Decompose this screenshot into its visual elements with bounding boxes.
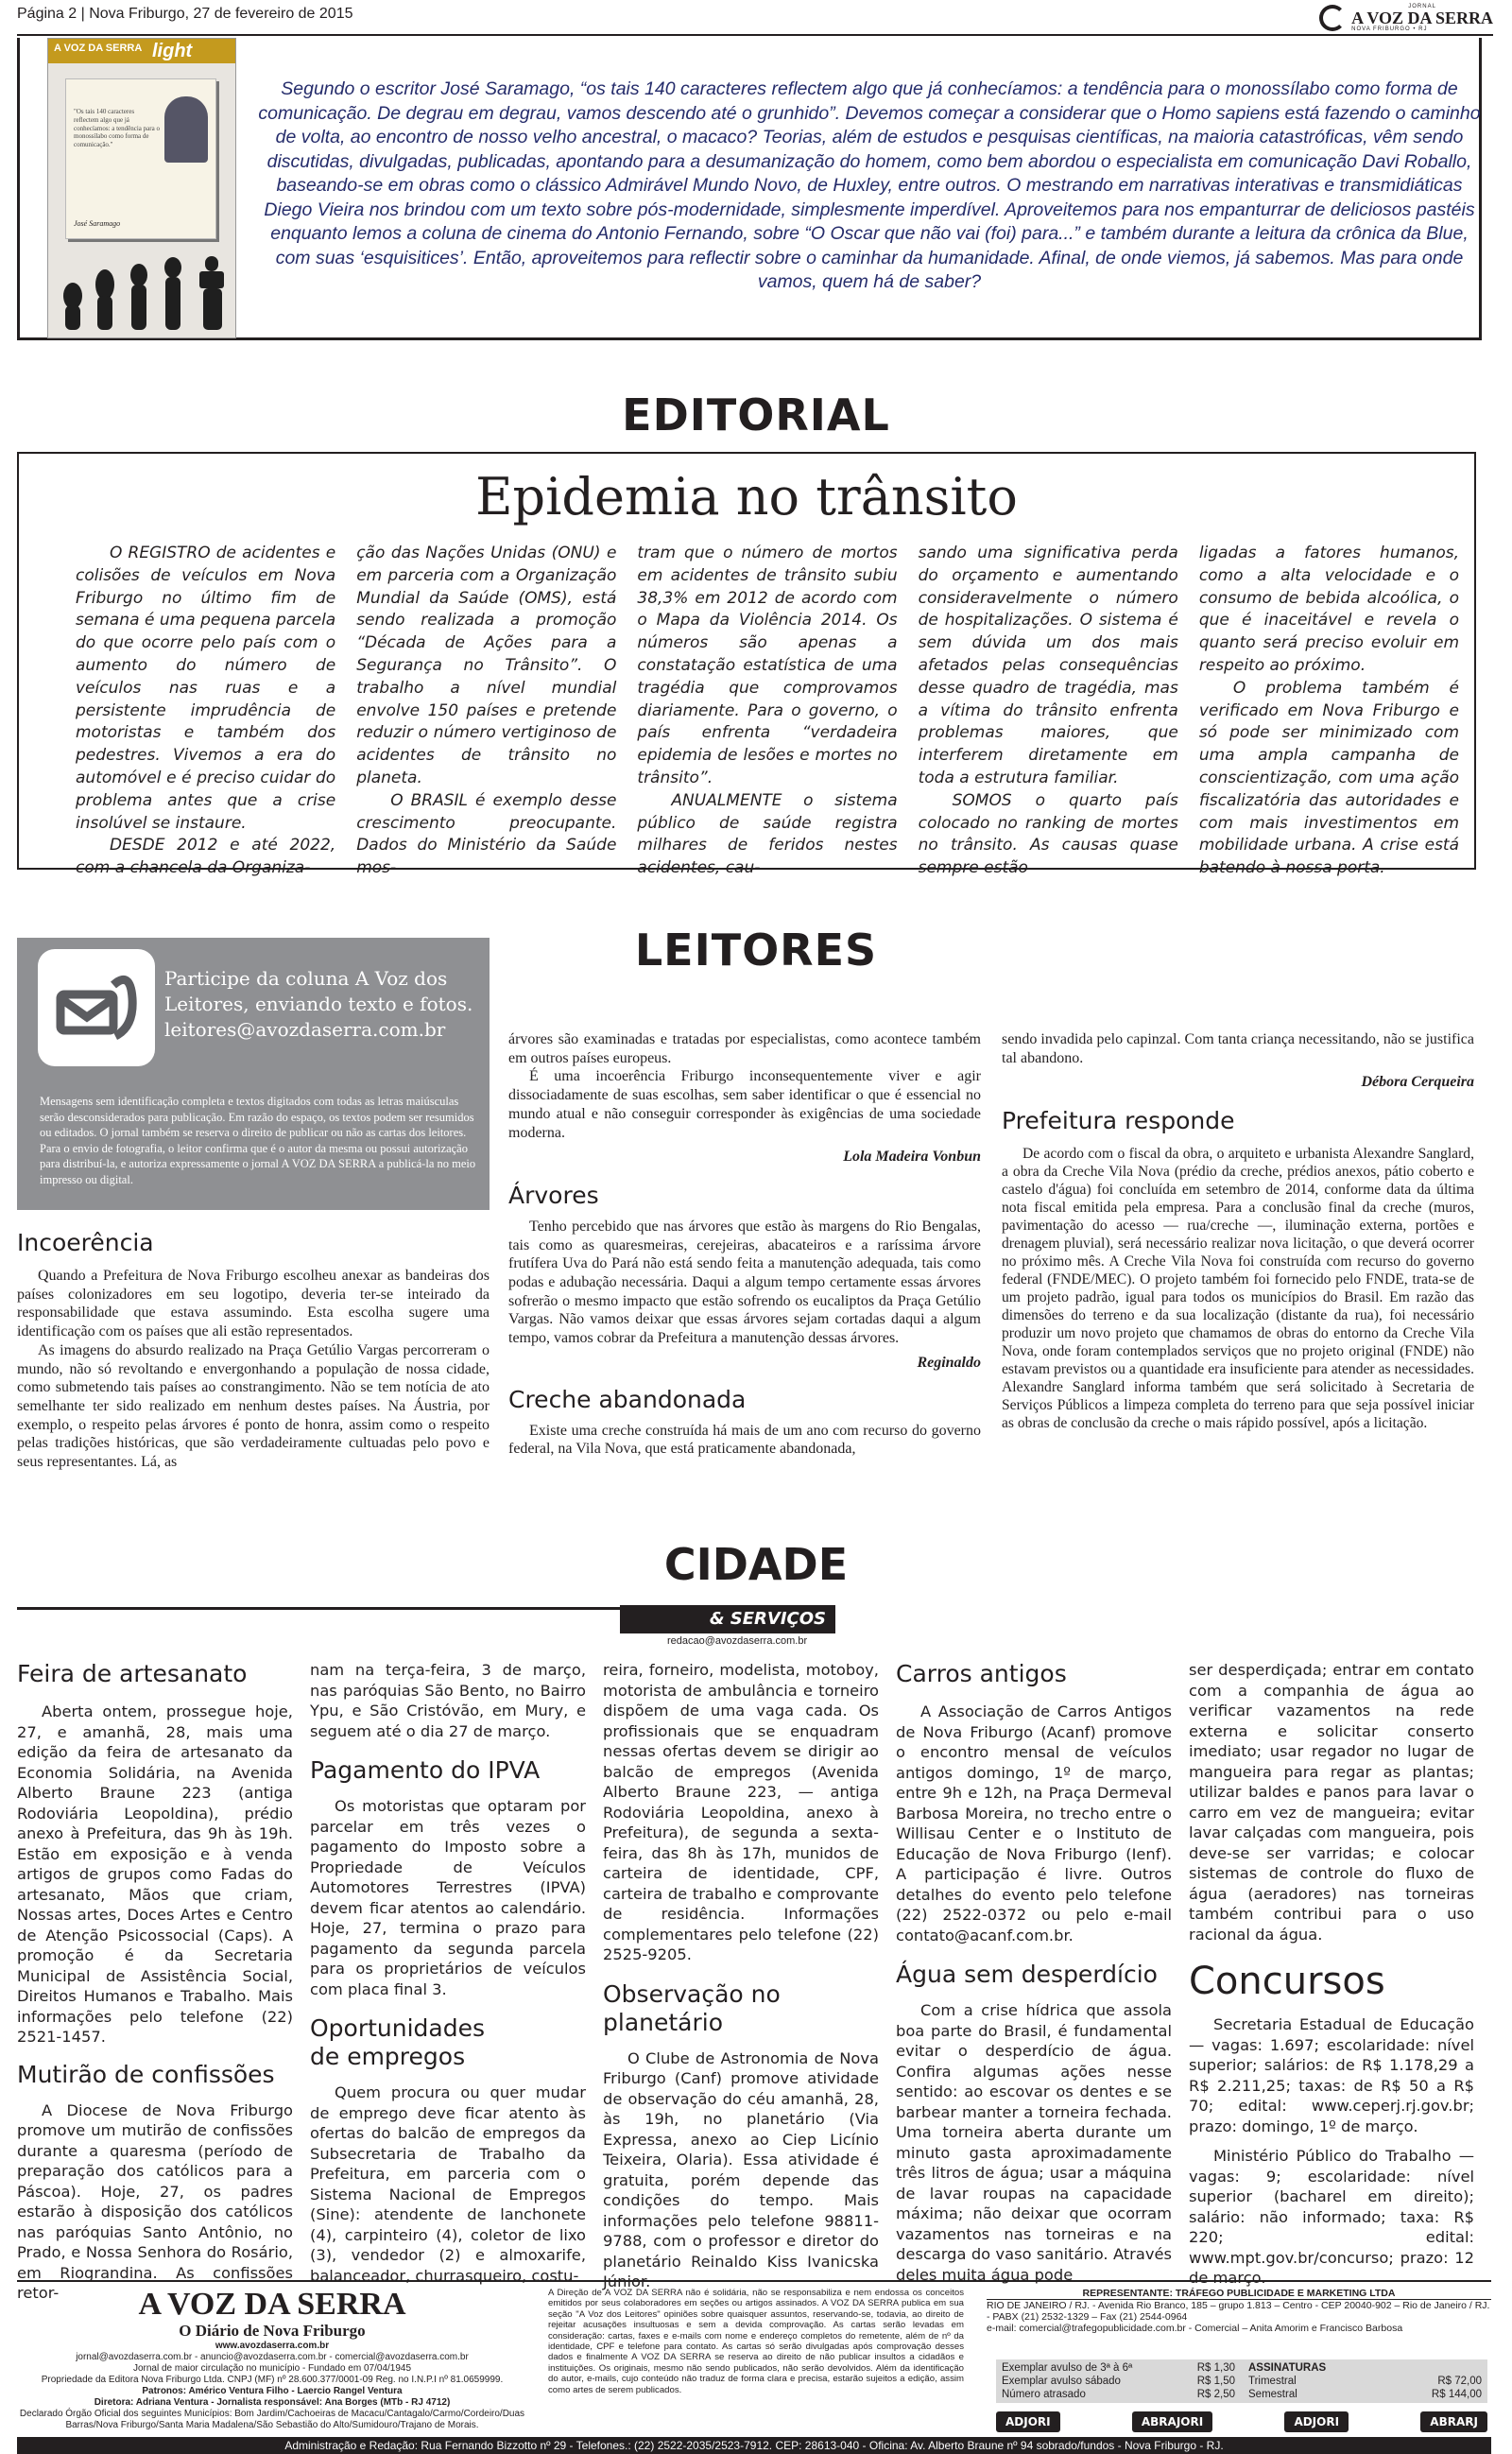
legal-disclaimer: A Direção de A VOZ DA SERRA não é solidária, não se responsabiliza e nem endossa os conceitos emitidos por seus colaboradores em seções ou artigos assinados. A VOZ DA SERRA publica em sua seção "A Voz dos Leitores" opiniões sobre quaisquer assuntos, reservando-se, todavia, ao direito de rejeitar acusações insultuosas e sem a devida comprovação. As cartas serão levadas em consideração: cartas, faxes e e-mails com nome e endereço completos do remetente, além de nº da identidade, CPF e telefone para contato. As cartas só serão divulgadas após comprovação desses dados e finalmente A VOZ DA SERRA se reserva ao direito de não publicar insultos a cidadãos e instituições. Os originais, mesmo não sendo publicados, não serão devolvidos. Além da identificação do autor, e-mails, cujo conteúdo não traduz de forma clara e precisa, estarão sujeitos a edição, assim como artes de serem publicados.	[548, 2288, 964, 2395]
light-cover-image	[47, 38, 236, 338]
leitores-col-3	[1002, 1030, 1474, 1432]
article-body	[508, 1218, 981, 1373]
intro-text: Segundo o escritor José Saramago, “os tais 140 caracteres reflectem algo que já conhecíamos: a tendência para o monossílabo como forma de comunicação. De degrau em degrau, vamos descendo até o grunhido”. Devemos começar a considerar que o Homo sapiens está fazendo o caminho de volta, ao encontro de nosso velho ancestral, o macaco? Teorias, além de estudos e pesquisas científicas, na maioria catastróficas, vêm sendo discutidas, divulgadas, publicadas, apontando para a desumanização do homem, como bem abordou o especialista em comunicação Davi Roballo, baseando-se em obras como o clássico Admirável Mundo Novo, de Huxley, entre outros. O mestrando em narrativas interativas e transmidiáticas Diego Vieira nos brindou com um texto sobre pós-modernidade, simplesmente imperdível. Aproveitemos para nos empanturrar de deliciosos pastéis enquanto lemos a coluna de cinema do Antonio Fernando, sobre “O Oscar que não vai (foi) para...” e também durante a leitura da crônica da Blue, com suas ‘esquisitices’. Então, aproveitemos para reflectir sobre o caminhar da humanidade. Afinal, de onde viemos, já sabemos. Mas para onde vamos, quem há de saber?	[258, 78, 1481, 292]
price-value: R$ 1,50	[1196, 2376, 1235, 2387]
article-body	[310, 2082, 586, 2286]
article-body	[603, 2048, 879, 2292]
rep-address: RIO DE JANEIRO / RJ. - Avenida Rio Branco, 185 – grupo 1.813 – Centro - CEP 20040-902 – Rio de Janeiro / RJ. - PABX (21) 2532-1329 – Fax (21) 2544-0964	[987, 2300, 1490, 2323]
subheading: Mutirão de confissões	[17, 2060, 275, 2088]
rep-title: REPRESENTANTE: TRÁFEGO PUBLICIDADE E MARKETING LTDA	[987, 2288, 1491, 2300]
paragraph: De acordo com o fiscal da obra, o arquiteto e urbanista Alexandre Sanglard, a obra da Creche Vila Nova (prédio da creche, prédios anexos, pátio coberto e castelo d'água) foi concluída em setembro de 2014, conforme data da última nota fiscal emitida pela empresa. Para a conclusão final da creche (muros, pavimentação do acesso — rua/creche —, iluminação externa, portões e drenagem pluvial), será necessário realizar nova licitação, o que deverá ocorrer no próximo mês. A Creche Vila Nova foi construída com recurso do governo federal (FNDE/MEC). O projeto também foi fornecido pelo FNDE, trata-se de um projeto padrão, igual para todos os municípios do Brasil. Em razão das dimensões do terreno e da sua localização (distante da rua), foi necessário produzir um novo projeto que chamamos de obras do entorno da Creche Vila Nova, onde foram contemplados serviços que no projeto original (FNDE) não estavam previstos ou a quantidade era insuficiente para atender as necessidades. Alexandre Sanglard informa também que será solicitado à Secretaria de Serviços Públicos a limpeza completa do terreno para que seja possível iniciar as obras de conclusão da creche o mais rápido possível, após a licitação.	[1002, 1146, 1474, 1432]
cidade-col-2	[310, 1660, 586, 2286]
paragraph: O Clube de Astronomia de Nova Friburgo (Canf) promove atividade de observação do céu amanhã, 28, às 19h, no planetário (Via Expressa, anexo ao Ciep Licínio Teixeira, Olaria). Essa atividade é gratuita, porém depende das condições do tempo. Mais informações pelo telefone 98811-9788, com o professor e diretor do planetário Reinaldo Kiss Ivanicska Júnior.	[603, 2048, 879, 2290]
paragraph: reira, forneiro, modelista, motoboy, motorista de ambulância e torneiro dispõem de uma vaga cada. Os profissionais que se enquadram nessas ofertas devem se dirigir ao balcão de empregos (Avenida Alberto Braune 223, — antiga Rodoviária Leopoldina, anexo à Prefeitura), de segunda a sexta-feira, das 8h às 17h, munidos de carteira de identidade, CPF, carteira de trabalho e comprovante de residência. Informações complementares pelo telefone (22) 2525-9205.	[603, 1661, 879, 1963]
cidade-col-4	[896, 1660, 1172, 2285]
cidade-col-5	[1189, 1660, 1474, 2289]
paragraph: Quem procura ou quer mudar de emprego deve ficar atento às ofertas do balcão de empregos da Subsecretaria de Trabalho da Prefeitura, em parceria com o Sistema Nacional de Empregos (Sine): atendente de lanchonete (4), carpinteiro (4), coletor de lixo (3), vendedor (2) e almoxarife, balanceador, churrasqueiro, costu-	[310, 2083, 586, 2285]
paragraph: ser desperdiçada; entrar em contato com a companhia de água ao verificar vazamentos na rede externa e solicitar conserto imediato; usar regador no lugar de mangueira para regar as plantas; utilizar baldes e panos para lavar o carro em vez de mangueira; evitar lavar calçadas com mangueira, pois deve-se ser varridas; e colocar sistemas de controle do fluxo de água (aeradores) nas torneiras também contribui para o uso racional da água.	[1189, 1661, 1474, 1944]
evolution-silhouettes-icon	[56, 249, 230, 332]
book-quote: "Os tais 140 caracteres reflectem algo que já conhecíamos: a tendência para o monossílabo como forma de comunicação."	[74, 108, 160, 148]
paragraph: nam na terça-feira, 3 de março, nas paróquias São Bento, no Bairro Ypu, e São Cristóvão, em Mury, e seguem até o dia 27 de março.	[310, 1661, 586, 1740]
subheading: Observação no planetário	[603, 1979, 781, 2036]
participe-invite: Participe da coluna A Voz dos Leitores, enviando texto e fotos.	[164, 967, 473, 1015]
avulso-prices	[1002, 2361, 1235, 2401]
price-label: Exemplar avulso de 3ª à 6ª	[1002, 2362, 1133, 2374]
concursos-heading: Concursos	[1189, 1960, 1385, 2003]
paragraph: ção das Nações Unidas (ONU) e em parceria com a Organização Mundial da Saúde (OMS), está sendo realizada a promoção “Década de Ações para a Segurança no Trânsito”. O trabalho a nível mundial envolve 150 países e pretende reduzir o número vertiginoso de acidentes de trânsito no planeta.	[356, 544, 617, 787]
masthead	[17, 2288, 527, 2431]
article-body	[1189, 1660, 1474, 1944]
paragraph: Secretaria Estadual de Educação — vagas: 1.697; escolaridade: nível superior; salários: de R$ 1.178,29 a R$ 2.211,25; taxas: de R$ 50 a R$ 70; edital: www.ceperj.rj.gov.br; prazo: domingo, 1º de março.	[1189, 2015, 1474, 2135]
rep-contact: e-mail: comercial@trafegopublicidade.com.br - Comercial – Anita Amorim e Francisco Barbosa	[987, 2323, 1403, 2334]
adjori-logo: ADJORI	[996, 2411, 1060, 2432]
editorial-columns	[76, 543, 1459, 880]
article-body	[310, 1660, 586, 1741]
logo-name: A VOZ DA SERRA	[1351, 9, 1493, 27]
page-info: Página 2 | Nova Friburgo, 27 de fevereiro de 2015	[17, 6, 353, 22]
article-body	[896, 2000, 1172, 2285]
paragraph: Os motoristas que optaram por parcelar em três vezes o pagamento do Imposto sobre a Propriedade de Veículos Automotores Terrestres (IPVA) devem ficar atentos ao calendário. Hoje, 27, termina o prazo para pagamento da segunda parcela para os proprietários de veículos com placa final 3.	[310, 1797, 586, 1998]
paragraph: O problema também é verificado em Nova Friburgo e só pode ser minimizado com uma ampla campanha de conscientização, com uma ação fiscalizatória das autoridades e com mais investimentos em mobilidade urbana. A crise está batendo à nossa porta.	[1198, 678, 1460, 878]
price-row	[1248, 2388, 1482, 2401]
abrarj-logo: ABRARJ	[1420, 2411, 1487, 2432]
masthead-site[interactable]: www.avozdaserra.com.br	[215, 2341, 330, 2351]
editorial-col-5	[1199, 543, 1459, 880]
editorial-col-4	[919, 543, 1178, 880]
signature: Lola Madeira Vonbun	[843, 1149, 981, 1166]
signature: Reginaldo	[917, 1354, 981, 1371]
subheading: Água sem desperdício	[896, 1961, 1158, 1988]
article-body	[1002, 1145, 1474, 1432]
editorial-col-1	[76, 543, 335, 880]
editorial-col-2	[356, 543, 616, 880]
price-row	[1002, 2375, 1235, 2388]
envelope-mouse-icon	[38, 949, 155, 1066]
participe-rules: Mensagens sem identificação completa e textos digitados com todas as letras maiúsculas serão desconsiderados para publicação. Em razão do espaço, os textos podem ser resumidos ou editados. O jornal também se reserva o direito de publicar ou não as cartas dos leitores. Para o envio de fotografia, o leitor confirma que é o autor da mesma ou possui autorização para distribuí-la, e autoriza expressamente o jornal A VOZ DA SERRA a publicá-la no meio impresso ou digital.	[40, 1095, 476, 1186]
subheading: Pagamento do IPVA	[310, 1756, 541, 1784]
paragraph: Existe uma creche construída há mais de um ano com recurso do governo federal, na Vila Nova, que está praticamente abandonada,	[508, 1422, 981, 1458]
editorial-box	[17, 452, 1476, 878]
cidade-section-title: CIDADE	[663, 1539, 849, 1590]
paragraph: árvores são examinadas e tratadas por especialistas, como acontece também em outros países europeus.	[508, 1031, 981, 1066]
subscription-title: ASSINATURAS	[1248, 2362, 1327, 2374]
leitores-section-title: LEITORES	[634, 925, 878, 976]
paragraph: Aberta ontem, prossegue hoje, 27, e amanhã, 28, mais uma edição da feira de artesanato da Economia Solidária, na Avenida Alberto Braune 223 (antiga Rodoviária Leopoldina), prédio anexo à Prefeitura, das 9h às 19h. Estão em exposição e à venda artigos de grupos como Fadas do artesanato, Mãos que criam, Nossas artes, Doces Artes e Centro de Atenção Psicossocial (Caps). A promoção é da Secretaria Municipal de Assistência Social, Direitos Humanos e Trabalho. Mais informações pelo telefone (22) 2521-1457.	[17, 1702, 293, 2046]
leitores-col-1	[17, 1229, 490, 1472]
subheading: Feira de artesanato	[17, 1660, 248, 1687]
paragraph: sendo invadida pelo capinzal. Com tanta criança necessitando, não se justifica tal abandono.	[1002, 1031, 1474, 1066]
masthead-line: Propriedade da Editora Nova Friburgo Ltda. CNPJ (MF) nº 28.600.377/0001-09 Reg. no I.N.P.I nº 81.0659999.	[41, 2375, 504, 2385]
paragraph: Com a crise hídrica que assola boa parte do Brasil, é fundamental evitar o desperdício de água. Confira algumas ações nesse sentido: ao escovar os dentes e se barbear manter a torneira fechada. Uma torneira aberta durante um minuto gasta aproximadamente três litros de água; usar a máquina de lavar roupas na capacidade máxima; não deixar que ocorram vazamentos nas torneiras e na descarga do vaso sanitário. Através deles muita água pode	[896, 2001, 1172, 2284]
masthead-line: Declarado Órgão Oficial dos seguintes Municípios: Bom Jardim/Cachoeiras de Macacu/Cantagalo/Carmo/Cordeiro/Duas Barras/Nova Friburgo/Santa Maria Madalena/São Sebastião do Alto/Sumidouro/Trajano de Morais.	[19, 2409, 525, 2430]
paragraph: A Diocese de Nova Friburgo promove um mutirão de confissões durante a quaresma (período de preparação dos católicos para a Páscoa). Hoje, 27, os padres estarão à disposição dos católicos nas paróquias Santo Antônio, no Prado, e Nossa Senhora do Rosário, em Riograndina. As confissões retor-	[17, 2100, 293, 2302]
advertising-representative	[987, 2288, 1491, 2334]
paragraph: Quando a Prefeitura de Nova Friburgo escolheu anexar as bandeiras dos países colonizadores em seu logotipo, deveria ter-se inteirado da responsabilidade que estava assumindo. Esta escolha sugere uma identificação com os países que ali estão representados.	[17, 1268, 490, 1340]
signature: Débora Cerqueira	[1361, 1074, 1474, 1091]
article-body	[310, 1796, 586, 1999]
masthead-subtitle: O Diário de Nova Friburgo	[179, 2322, 366, 2340]
price-value: R$ 144,00	[1431, 2389, 1482, 2400]
price-value: R$ 1,30	[1196, 2362, 1235, 2374]
newspaper-logo	[1319, 4, 1493, 32]
masthead-title: A VOZ DA SERRA	[138, 2287, 406, 2322]
subheading: Creche abandonada	[508, 1385, 747, 1413]
redacao-email-link[interactable]: redacao@avozdaserra.com.br	[667, 1635, 808, 1647]
masthead-line: Patronos: Américo Ventura Filho - Laercio Rangel Ventura	[142, 2386, 403, 2396]
article-body	[508, 1030, 981, 1167]
article-body	[17, 2100, 293, 2304]
article-body	[1002, 1030, 1474, 1092]
subheading: Oportunidades de empregos	[310, 2014, 486, 2070]
envelope-icon	[51, 962, 142, 1053]
price-row	[1002, 2388, 1235, 2401]
article-body	[508, 1422, 981, 1459]
price-row	[1002, 2361, 1235, 2375]
paragraph: sando uma significativa perda do orçamento e aumentando consideravelmente o número de hospitalizações. O sistema é sem dúvida um dos mais afetados pelas consequências desse quadro de tragédia, mas a vítima do trânsito enfrenta problemas maiores, que interferem diretamente em toda a estrutura familiar.	[918, 544, 1178, 787]
paragraph: É uma incoerência Friburgo inconsequentemente viver e agir dissociadamente de suas escolhas, sem saber identificar o que é essencial no mundo atual e não conseguir corresponder às exigências de uma sociedade moderna.	[508, 1068, 981, 1141]
book-cover	[65, 78, 216, 239]
cidade-col-3	[603, 1660, 879, 2292]
abrajori-logo: ABRAJORI	[1132, 2411, 1212, 2432]
price-value: R$ 2,50	[1196, 2389, 1235, 2400]
price-table	[996, 2359, 1487, 2403]
partner-logos	[996, 2411, 1487, 2433]
paragraph: As imagens do absurdo realizado na Praça Getúlio Vargas percorreram o mundo, não só revoltando e envergonhando a população de nossa cidade, como submetendo tais países ao constrangimento. Não se tem notícia de ato semelhante ter sido realizado em nenhum destes países. Na Áustria, por exemplo, o respeito pelas árvores é ponto de honra, assim como o respeito pelas tradições históricas, que são verdadeiramente cultuadas pelo povo e seus representantes. Lá, as	[17, 1341, 490, 1471]
cidade-col-1	[17, 1660, 293, 2304]
editorial-headline: Epidemia no trânsito	[475, 467, 1018, 527]
logo-top: JORNAL	[1408, 4, 1436, 9]
article-body	[896, 1702, 1172, 1945]
administration-bar: Administração e Redação: Rua Fernando Bizzotto nº 29 - Telefones.: (22) 2522-2035/2523-7912. CEP: 28613-040 - Oficina: Av. Alberto Braune nº 94 sobrado/fundos - Nova Friburgo - RJ.	[17, 2437, 1491, 2454]
article-body	[17, 1267, 490, 1472]
masthead-line: Jornal de maior circulação no município - Fundado em 07/04/1945	[132, 2363, 412, 2374]
paragraph: Ministério Público do Trabalho — vagas: 9; escolaridade: nível superior (bacharel em direito); salário: não informado; taxa: R$ 220; edital: www.mpt.gov.br/concurso; prazo: 12 de março.	[1189, 2147, 1474, 2287]
participe-text	[164, 966, 486, 1043]
price-label: Trimestral	[1248, 2376, 1297, 2387]
price-label: Número atrasado	[1002, 2389, 1086, 2400]
leitores-col-2	[508, 1030, 981, 1459]
footer-rule	[17, 2280, 1491, 2282]
paragraph: ANUALMENTE o sistema público de saúde registra milhares de feridos nestes acidentes, cau-	[637, 790, 898, 878]
article-body	[1189, 2014, 1474, 2289]
price-value: R$ 72,00	[1437, 2376, 1482, 2387]
masthead-emails[interactable]: jornal@avozdaserra.com.br - anuncio@avozdaserra.com.br - comercial@avozdaserra.com.br	[76, 2352, 469, 2362]
price-row	[1248, 2375, 1482, 2388]
paragraph: A Associação de Carros Antigos de Nova Friburgo (Acanf) promove o encontro mensal de veículos antigos domingo, 1º de março, entre 9h e 12h, na Praça Dermeval Barbosa Moreira, no trecho entre o Willisau Center e o Instituto de Educação de Nova Friburgo (Ienf). A participação é livre. Outros detalhes do evento pelo telefone (22) 2522-0372 ou pelo e-mail contato@acanf.com.br.	[896, 1702, 1172, 1944]
masthead-line: Diretora: Adriana Ventura - Jornalista responsável: Ana Borges (MTb - RJ 4712)	[94, 2397, 451, 2408]
subscription-prices	[1248, 2361, 1482, 2401]
subheading: Árvores	[508, 1181, 599, 1209]
logo-mark-icon	[1319, 5, 1346, 31]
logo-sub: NOVA FRIBURGO • RJ	[1351, 26, 1428, 32]
leitores-email-link[interactable]: leitores@avozdaserra.com.br	[164, 1018, 446, 1041]
article-body	[17, 1702, 293, 2048]
editorial-col-3	[637, 543, 897, 880]
paragraph: DESDE 2012 e até 2022, com a chancela da Organiza-	[76, 836, 336, 878]
servicos-ribbon: & SERVIÇOS	[620, 1605, 835, 1633]
adjori-rj-logo: ADJORI	[1284, 2411, 1349, 2432]
article-body	[603, 1660, 879, 1965]
paragraph: O BRASIL é exemplo desse crescimento preocupante. Dados do Ministério da Saúde mos-	[356, 790, 617, 878]
price-label: Semestral	[1248, 2389, 1297, 2400]
subheading: Prefeitura responde	[1002, 1107, 1235, 1135]
subheading: Incoerência	[17, 1229, 154, 1256]
paragraph: tram que o número de mortos em acidentes de trânsito subiu 38,3% em 2012 de acordo com o Mapa da Violência 2014. Os números são apenas a constatação estatística de uma tragédia que comprovamos diariamente. Para o governo, o país enfrenta “verdadeira epidemia de lesões e mortes no trânsito”.	[637, 544, 898, 787]
cover-brand: A VOZ DA SERRA	[54, 43, 143, 54]
editorial-section-title: EDITORIAL	[622, 389, 890, 441]
author-portrait	[164, 96, 208, 163]
page-header	[17, 0, 1493, 36]
paragraph: Tenho percebido que nas árvores que estão às margens do Rio Bengalas, tais como as quaresmeiras, cerejeiras, abacateiros e a raríssima árvore frutífera Uva do Pará não está sendo feita a manutenção adequada, tais como podas e adubação necessária. Daqui a algum tempo certamente essas árvores sofrerão o mesmo impacto que estão sofrendo os eucaliptos da Praça Getúlio Vargas. Não vamos deixar que essas árvores sejam cortadas daqui a algum tempo, vamos cobrar da Prefeitura a manutenção dessas árvores.	[508, 1218, 981, 1347]
paragraph: ligadas a fatores humanos, como a alta velocidade e o consumo de bebida alcoólica, o que é inaceitável e revela o quanto será preciso evoluir em respeito ao próximo.	[1198, 544, 1460, 675]
participe-box	[17, 938, 490, 1210]
price-label: Exemplar avulso sábado	[1002, 2376, 1121, 2387]
paragraph: O REGISTRO de acidentes e colisões de veículos em Nova Friburgo no último fim de semana é uma pequena parcela do que ocorre pelo país com o aumento do número de veículos nas ruas e a persistente imprudência de motoristas e também dos pedestres. Vivemos a era do automóvel e é preciso cuidar do problema antes que a crise insolúvel se instaure.	[76, 544, 336, 833]
book-author: José Saramago	[74, 219, 121, 228]
section-rule	[17, 1607, 622, 1610]
paragraph: SOMOS o quarto país colocado no ranking de mortes no trânsito. As causas quase sempre estão	[918, 790, 1178, 878]
cover-light-word: light	[152, 41, 193, 61]
subheading: Carros antigos	[896, 1660, 1067, 1687]
